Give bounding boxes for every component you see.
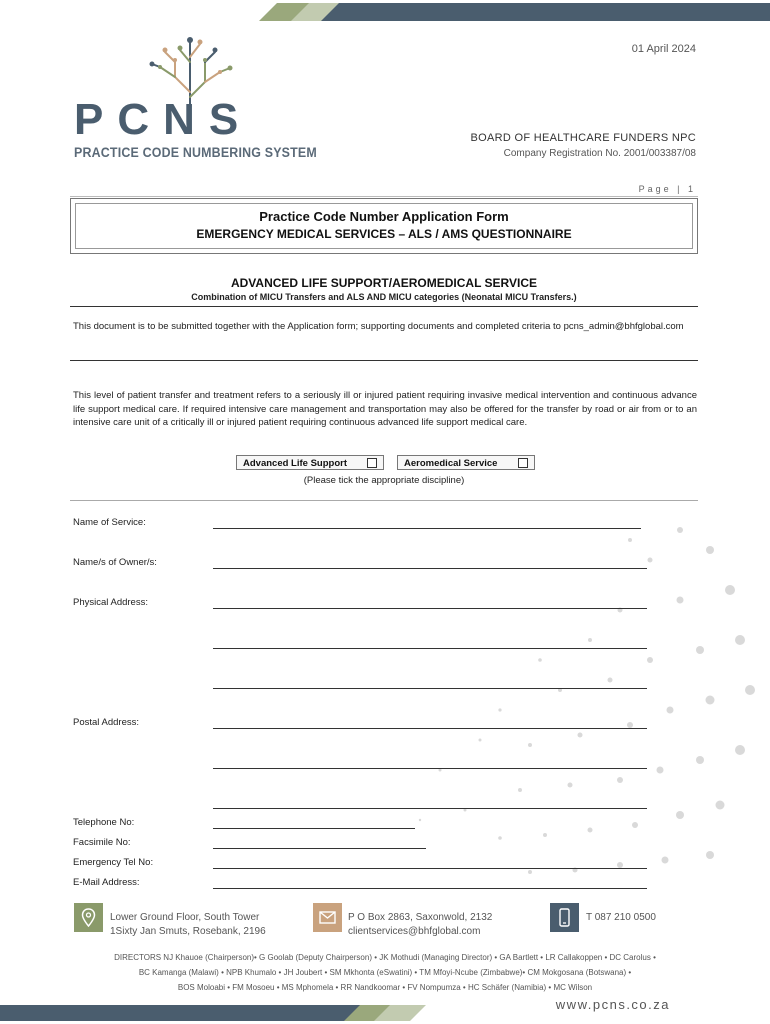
telephone-label: Telephone No: bbox=[73, 817, 135, 828]
logo-acronym: PCNS bbox=[74, 95, 253, 144]
footer-address-line2: 1Sixty Jan Smuts, Rosebank, 2196 bbox=[110, 926, 266, 937]
postal-address-field-line2[interactable] bbox=[213, 768, 647, 769]
section-subheading: Combination of MICU Transfers and ALS AND MICU categories (Neonatal MICU Transfers.) bbox=[191, 292, 577, 302]
footer-po-box: P O Box 2863, Saxonwold, 2132 bbox=[348, 912, 493, 923]
facsimile-label: Facsimile No: bbox=[73, 837, 131, 848]
discipline-ams-label: Aeromedical Service bbox=[404, 458, 498, 469]
facsimile-field[interactable] bbox=[213, 848, 426, 849]
postal-address-label: Postal Address: bbox=[73, 717, 140, 728]
globe-watermark-graphic bbox=[380, 440, 770, 900]
discipline-divider bbox=[70, 500, 698, 501]
als-checkbox[interactable] bbox=[367, 458, 377, 468]
submission-instructions: This document is to be submitted together with the Application form; supporting documents and completed criteria to pcns_admin@bhfglobal.com bbox=[73, 321, 684, 332]
owners-field[interactable] bbox=[213, 568, 647, 569]
physical-address-field-line3[interactable] bbox=[213, 688, 647, 689]
intro-divider bbox=[70, 360, 698, 361]
service-name-label: Name of Service: bbox=[73, 517, 146, 528]
discipline-als-label: Advanced Life Support bbox=[243, 458, 347, 469]
service-description: This level of patient transfer and treatment refers to a seriously ill or injured patient requiring invasive medical intervention and continuous advance life support medical care. If required intensive care management and transportation may also be offered for the transfer by road or air from or to an intensive care unit of a critically ill or injured patient requiring continuous advanced life support medical care. bbox=[73, 390, 697, 428]
directors-list bbox=[60, 950, 710, 995]
page-number: Page | 1 bbox=[638, 184, 696, 194]
header-divider bbox=[70, 196, 698, 197]
footer-postal bbox=[348, 911, 492, 939]
owners-label: Name/s of Owner/s: bbox=[73, 557, 157, 568]
footer-phone: T 087 210 0500 bbox=[586, 912, 656, 923]
physical-address-field-line2[interactable] bbox=[213, 648, 647, 649]
directors-line1: DIRECTORS NJ Khauoe (Chairperson)• G Goolab (Deputy Chairperson) • JK Mothudi (Managing Director) • GA Bartlett • LR Callakoppen • DC Carolus • bbox=[114, 953, 656, 962]
postal-address-field-line1[interactable] bbox=[213, 728, 647, 729]
website-link[interactable]: www.pcns.co.za bbox=[555, 997, 670, 1012]
postal-address-field-line3[interactable] bbox=[213, 808, 647, 809]
section-divider bbox=[70, 306, 698, 307]
phone-icon bbox=[550, 903, 579, 932]
form-title: Practice Code Number Application Form bbox=[259, 209, 509, 224]
letter-date: 01 April 2024 bbox=[631, 43, 696, 55]
location-pin-icon bbox=[74, 903, 103, 932]
telephone-field[interactable] bbox=[213, 828, 415, 829]
title-box bbox=[70, 198, 698, 254]
company-name: BOARD OF HEALTHCARE FUNDERS NPC bbox=[470, 132, 696, 144]
discipline-als-option[interactable] bbox=[236, 455, 384, 470]
envelope-icon bbox=[313, 903, 342, 932]
footer-address-line1: Lower Ground Floor, South Tower bbox=[110, 912, 260, 923]
physical-address-field-line1[interactable] bbox=[213, 608, 647, 609]
discipline-ams-option[interactable] bbox=[397, 455, 535, 470]
company-registration: Company Registration No. 2001/003387/08 bbox=[503, 148, 696, 159]
discipline-hint: (Please tick the appropriate discipline) bbox=[303, 475, 465, 486]
section-heading: ADVANCED LIFE SUPPORT/AEROMEDICAL SERVICE bbox=[230, 276, 538, 290]
logo-name: PRACTICE CODE NUMBERING SYSTEM bbox=[74, 145, 317, 160]
service-name-field[interactable] bbox=[213, 528, 641, 529]
physical-address-label: Physical Address: bbox=[73, 597, 148, 608]
email-field[interactable] bbox=[213, 888, 647, 889]
footer-email-link[interactable]: clientservices@bhfglobal.com bbox=[348, 926, 481, 937]
ams-checkbox[interactable] bbox=[518, 458, 528, 468]
footer-address bbox=[110, 911, 266, 939]
emergency-tel-label: Emergency Tel No: bbox=[73, 857, 154, 868]
emergency-tel-field[interactable] bbox=[213, 868, 647, 869]
directors-line2: BC Kamanga (Malawi) • NPB Khumalo • JH Joubert • SM Mkhonta (eSwatini) • TM Mfoyi-Ncube (Zimbabwe)• CM Mokgosana (Botswana) • bbox=[138, 968, 632, 977]
directors-line3: BOS Moloabi • FM Mosoeu • MS Mphomela • RR Nandkoomar • FV Nompumza • HC Schäfer (Namibia) • MC Wilson bbox=[177, 983, 593, 992]
email-label: E-Mail Address: bbox=[73, 877, 140, 888]
form-subtitle: EMERGENCY MEDICAL SERVICES – ALS / AMS QUESTIONNAIRE bbox=[196, 227, 572, 241]
